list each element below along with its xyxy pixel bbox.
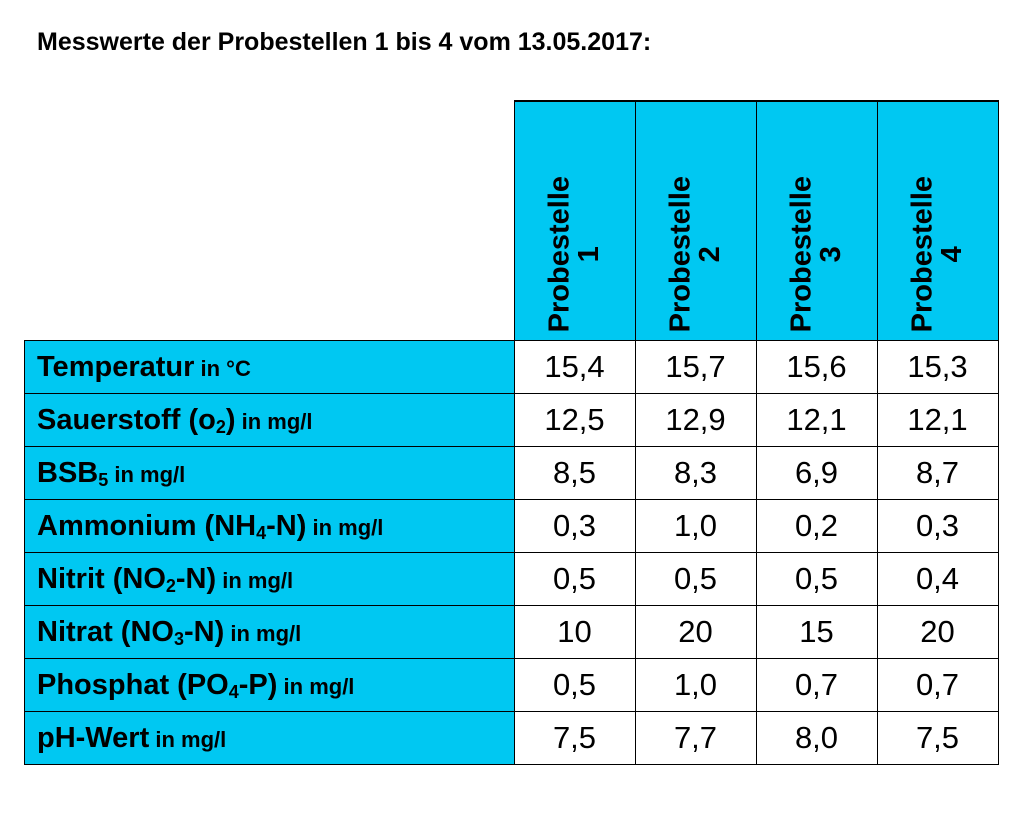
- value-cell: 20: [635, 606, 756, 659]
- table-row-ph-wert: [25, 712, 999, 765]
- row-label: $BSB_5$ in mg/l: [25, 447, 515, 500]
- row-label: Nitrit $(NO_2-N)$ in mg/l: [25, 553, 515, 606]
- value-cell: 0,3: [877, 500, 998, 553]
- table-row-ammonium: [25, 500, 999, 553]
- table-row-bsb: [25, 447, 999, 500]
- table-row-temperatur: [25, 341, 999, 394]
- row-label: Temperatur in °C: [25, 341, 515, 394]
- value-cell: 8,0: [756, 712, 877, 765]
- row-label: pH-Wert in mg/l: [25, 712, 515, 765]
- value-cell: 0,2: [756, 500, 877, 553]
- value-cell: 15: [756, 606, 877, 659]
- measurement-table: [24, 100, 999, 765]
- value-cell: 15,7: [635, 341, 756, 394]
- value-cell: 12,9: [635, 394, 756, 447]
- column-header-1: [514, 101, 635, 341]
- value-cell: 12,1: [756, 394, 877, 447]
- value-cell: 0,5: [514, 553, 635, 606]
- row-label: Sauerstoff $(o_2)$ in mg/l: [25, 394, 515, 447]
- value-cell: 0,4: [877, 553, 998, 606]
- value-cell: 0,7: [756, 659, 877, 712]
- value-cell: 12,1: [877, 394, 998, 447]
- value-cell: 15,4: [514, 341, 635, 394]
- value-cell: 15,3: [877, 341, 998, 394]
- value-cell: 8,5: [514, 447, 635, 500]
- column-header-2: [635, 101, 756, 341]
- column-header-3: [756, 101, 877, 341]
- column-header-label: Probestelle 4: [905, 175, 968, 332]
- value-cell: 0,7: [877, 659, 998, 712]
- row-label: Nitrat $(NO_3-N)$ in mg/l: [25, 606, 515, 659]
- header-corner: [25, 101, 515, 341]
- column-header-label: Probestelle 1: [542, 175, 605, 332]
- table-row-nitrat: [25, 606, 999, 659]
- table-row-sauerstoff: [25, 394, 999, 447]
- value-cell: 0,5: [635, 553, 756, 606]
- page-title: Messwerte der Probestellen 1 bis 4 vom 13.05.2017:: [37, 28, 652, 56]
- value-cell: 0,5: [756, 553, 877, 606]
- value-cell: 6,9: [756, 447, 877, 500]
- table-row-phosphat: [25, 659, 999, 712]
- column-header-label: Probestelle 2: [663, 175, 726, 332]
- value-cell: 0,3: [514, 500, 635, 553]
- value-cell: 12,5: [514, 394, 635, 447]
- value-cell: 7,5: [514, 712, 635, 765]
- column-header-label: Probestelle 3: [784, 175, 847, 332]
- value-cell: 0,5: [514, 659, 635, 712]
- value-cell: 1,0: [635, 500, 756, 553]
- value-cell: 1,0: [635, 659, 756, 712]
- value-cell: 8,3: [635, 447, 756, 500]
- row-label: Ammonium $(NH_4-N)$ in mg/l: [25, 500, 515, 553]
- header-row: [25, 101, 999, 341]
- value-cell: 15,6: [756, 341, 877, 394]
- row-label: Phosphat $(PO_4-P)$ in mg/l: [25, 659, 515, 712]
- value-cell: 20: [877, 606, 998, 659]
- value-cell: 10: [514, 606, 635, 659]
- column-header-4: [877, 101, 998, 341]
- value-cell: 8,7: [877, 447, 998, 500]
- table-row-nitrit: [25, 553, 999, 606]
- value-cell: 7,5: [877, 712, 998, 765]
- value-cell: 7,7: [635, 712, 756, 765]
